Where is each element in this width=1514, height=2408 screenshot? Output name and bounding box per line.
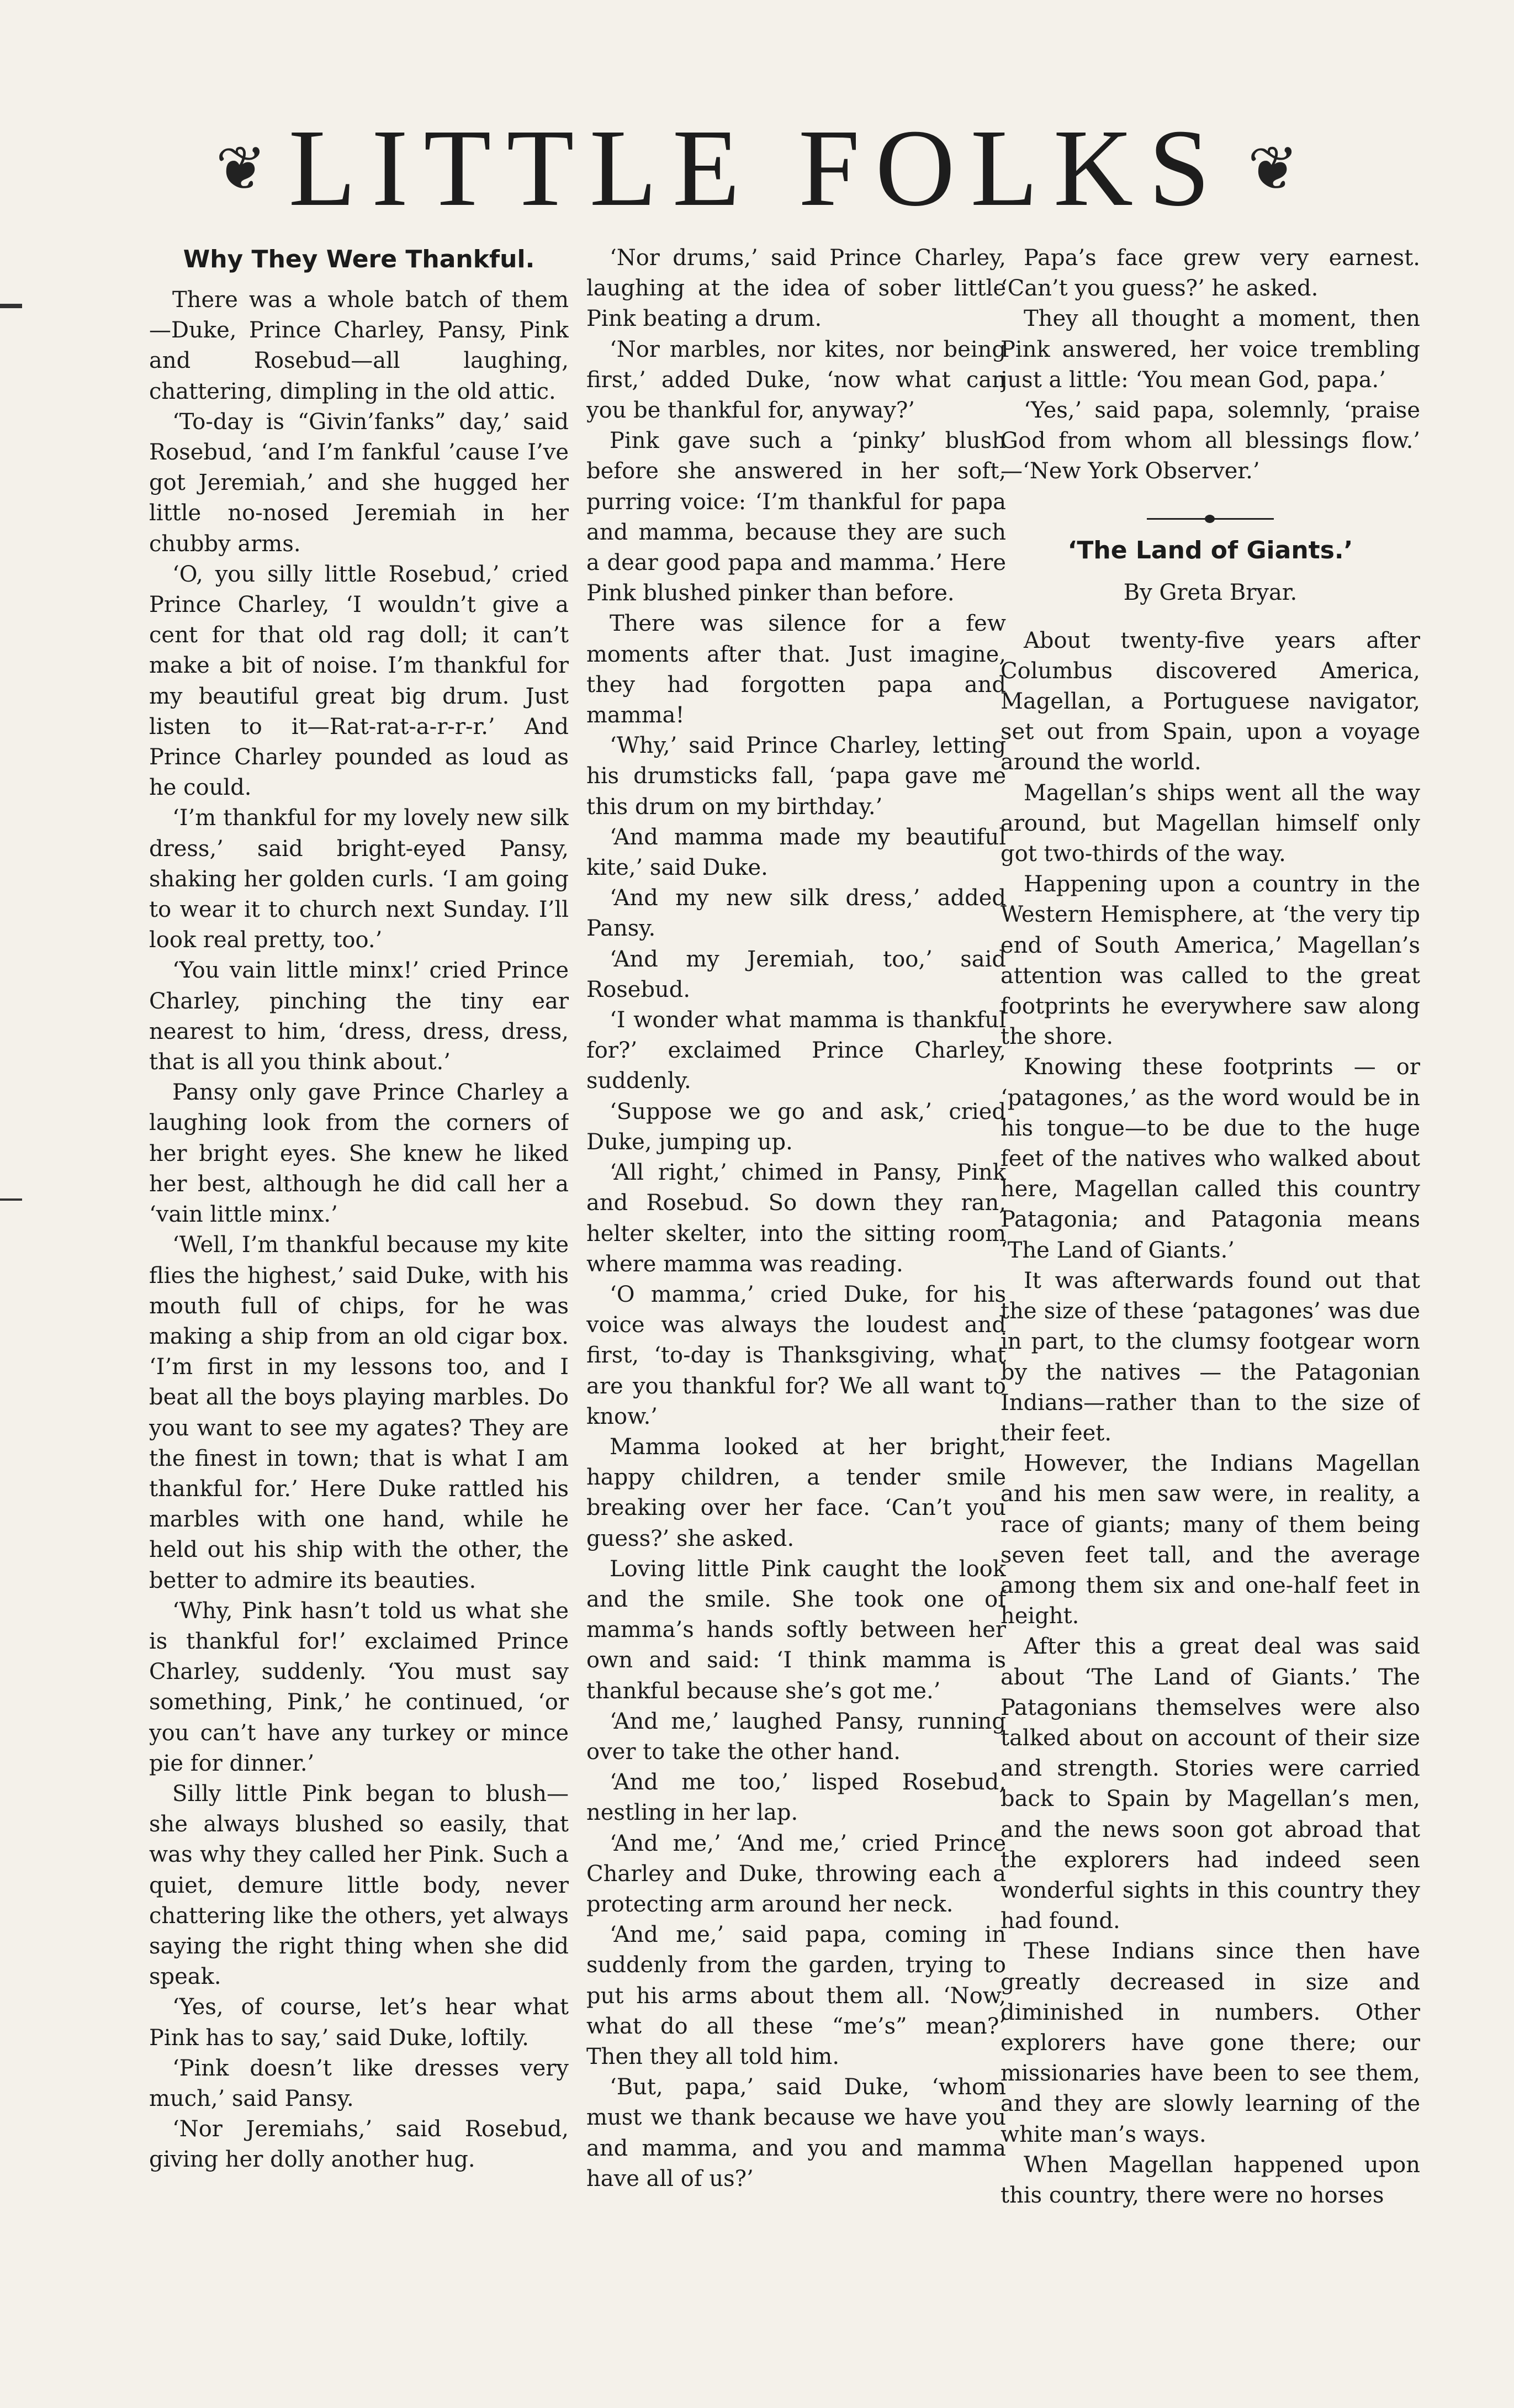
paragraph: Magellan’s ships went all the way around, but Magellan himself only got two-thirds of the way. [1000,780,1420,867]
paragraph: Loving little Pink caught the look and the smile. She took one of mamma’s hands softly between her own and said: ‘I think mamma is thankful because she’s got me.’ [586,1556,1006,1704]
paragraph: ‘And me,’ laughed Pansy, running over to take the other hand. [586,1708,1006,1765]
paragraph: However, the Indians Magellan and his men saw were, in reality, a race of giants; many of them being seven feet tall, and the average among them six and one-half feet in height. [1000,1451,1420,1629]
paragraph: ‘Why, Pink hasn’t told us what she is thankful for!’ exclaimed Prince Charley, suddenly. ‘You must say something, Pink,’ he continued, ‘or you can’t have any turkey or mince pie for dinner.’ [149,1598,569,1776]
masthead [0,105,1514,232]
paragraph: ‘Well, I’m thankful because my kite flies the highest,’ said Duke, with his mouth full of chips, for he was making a ship from an old cigar box. ‘I’m first in my lessons too, and I beat all the boys playing marbles. Do you want to see my agates? They are the finest in town; that is what I am thankful for.’ Here Duke rattled his marbles with one hand, while he held out his ship with the other, the better to admire its beauties. [149,1232,569,1593]
paragraph: After this a great deal was said about ‘The Land of Giants.’ The Patagonians themselves were also talked about on account of their size and strength. Stories were carried back to Spain by Magellan’s men, and the news soon got abroad that the explorers had indeed seen wonderful sights in this country they had found. [1000,1634,1420,1934]
paragraph: ‘And me,’ said papa, coming in suddenly from the garden, trying to put his arms about them all. ‘Now, what do all these “me’s” mean?’ Then they all told him. [586,1922,1006,2069]
paragraph: ‘But, papa,’ said Duke, ‘whom must we thank because we have you and mamma, and you and mamma have all of us?’ [586,2074,1006,2192]
paragraph: Pink gave such a ‘pinky’ blush before she answered in her soft, purring voice: ‘I’m thankful for papa and mamma, because they are such a dear good papa and mamma.’ Here Pink blushed pinker than before. [586,428,1006,606]
paragraph: There was silence for a few moments after that. Just imagine, they had forgotten papa and mamma! [586,611,1006,728]
article-title-giants: ‘The Land of Giants.’ [1067,536,1353,564]
paragraph: ‘And me,’ ‘And me,’ cried Prince Charley and Duke, throwing each a protecting arm around her neck. [586,1830,1006,1917]
paragraph: Pansy only gave Prince Charley a laughing look from the corners of her bright eyes. She knew he liked her best, although he did call her a ‘vain little minx.’ [149,1080,569,1228]
paragraph: About twenty-five years after Columbus discovered America, Magellan, a Portuguese navigator, set out from Spain, upon a voyage around the world. [1000,627,1420,775]
paragraph: Happening upon a country in the Western Hemisphere, at ‘the very tip end of South America,’ Magellan’s attention was called to the great footprints he everywhere saw along the shore. [1000,872,1420,1050]
paragraph: ‘And me too,’ lisped Rosebud, nestling in her lap. [586,1770,1006,1826]
paragraph: ‘O mamma,’ cried Duke, for his voice was always the loudest and first, ‘to-day is Thanksgiving, what are you thankful for? We all want to know.’ [586,1281,1006,1429]
paragraph: ‘And mamma made my beautiful kite,’ said Duke. [586,824,1006,881]
paragraph: ‘Why,’ said Prince Charley, letting his drumsticks fall, ‘papa gave me this drum on my birthday.’ [586,733,1006,820]
article-columns [0,243,1514,2397]
ornament-right-icon: ❦ [1247,133,1299,204]
column-1 [149,243,569,2397]
paragraph: ‘All right,’ chimed in Pansy, Pink and Rosebud. So down they ran, helter skelter, into the sitting room where mamma was reading. [586,1160,1006,1277]
paragraph: ‘I wonder what mamma is thankful for?’ exclaimed Prince Charley, suddenly. [586,1007,1006,1094]
paragraph: ‘Pink doesn’t like dresses very much,’ said Pansy. [149,2055,569,2111]
paragraph: Knowing these footprints — or ‘patagones,’ as the word would be in his tongue—to be due to the huge feet of the natives who walked about here, Magellan called this country Patagonia; and Patagonia means ‘The Land of Giants.’ [1000,1054,1420,1263]
paragraph: ‘Yes,’ said papa, solemnly, ‘praise God from whom all blessings flow.’ —‘New York Observer.’ [1000,398,1420,484]
paragraph: ‘You vain little minx!’ cried Prince Charley, pinching the tiny ear nearest to him, ‘dress, dress, dress, that is all you think about.’ [149,958,569,1075]
paragraph: Papa’s face grew very earnest. ‘Can’t you guess?’ he asked. [1000,245,1420,302]
paragraph: These Indians since then have greatly decreased in size and diminished in numbers. Other explorers have gone there; our missionaries have been to see them, and they are slowly learning of the white man’s ways. [1000,1939,1420,2147]
paragraph: ‘And my new silk dress,’ added Pansy. [586,885,1006,942]
paragraph: ‘Nor Jeremiahs,’ said Rosebud, giving her dolly another hug. [149,2116,569,2173]
byline: By Greta Bryar. [1123,579,1298,605]
paragraph: They all thought a moment, then Pink answered, her voice trembling just a little: ‘You mean God, papa.’ [1000,306,1420,393]
section-divider [1147,518,1274,520]
paragraph: ‘Nor drums,’ said Prince Charley, laughing at the idea of sober little Pink beating a drum. [586,245,1006,332]
column-3 [1000,243,1420,2397]
paragraph: It was afterwards found out that the size of these ‘patagones’ was due in part, to the clumsy footgear worn by the natives — the Patagonian Indians—rather than to the size of their feet. [1000,1268,1420,1446]
article-title-thankful: Why They Were Thankful. [183,245,535,273]
paragraph: ‘Nor marbles, nor kites, nor being first,’ added Duke, ‘now what can you be thankful for, anyway?’ [586,336,1006,424]
paragraph: ‘O, you silly little Rosebud,’ cried Prince Charley, ‘I wouldn’t give a cent for that old rag doll; it can’t make a bit of noise. I’m thankful for my beautiful great big drum. Just listen to it—Rat-rat-a-r-r-r.’ And Prince Charley pounded as loud as he could. [149,561,569,801]
paragraph: ‘To-day is “Givin’fanks” day,’ said Rosebud, ‘and I’m fankful ’cause I’ve got Jeremiah,’ and she hugged her little no-nosed Jeremiah in her chubby arms. [149,409,569,557]
column-2 [586,243,1006,2397]
paragraph: ‘I’m thankful for my lovely new silk dress,’ said bright-eyed Pansy, shaking her golden curls. ‘I am going to wear it to church next Sunday. I’ll look real pretty, too.’ [149,805,569,953]
ornament-left-icon: ❦ [215,133,267,204]
paragraph: Mamma looked at her bright, happy children, a tender smile breaking over her face. ‘Can’t you guess?’ she asked. [586,1434,1006,1551]
paragraph: There was a whole batch of them —Duke, Prince Charley, Pansy, Pink and Rosebud—all laughing, chattering, dimpling in the old attic. [149,287,569,404]
paragraph: ‘And my Jeremiah, too,’ said Rosebud. [586,946,1006,1002]
paragraph: ‘Yes, of course, let’s hear what Pink has to say,’ said Duke, loftily. [149,1994,569,2051]
page-title: LITTLE FOLKS [288,107,1226,229]
paragraph: Silly little Pink began to blush—she always blushed so easily, that was why they called her Pink. Such a quiet, demure little body, never chattering like the others, yet always saying the right thing when she did speak. [149,1781,569,1990]
paragraph: When Magellan happened upon this country, there were no horses [1000,2152,1420,2208]
paragraph: ‘Suppose we go and ask,’ cried Duke, jumping up. [586,1099,1006,1155]
